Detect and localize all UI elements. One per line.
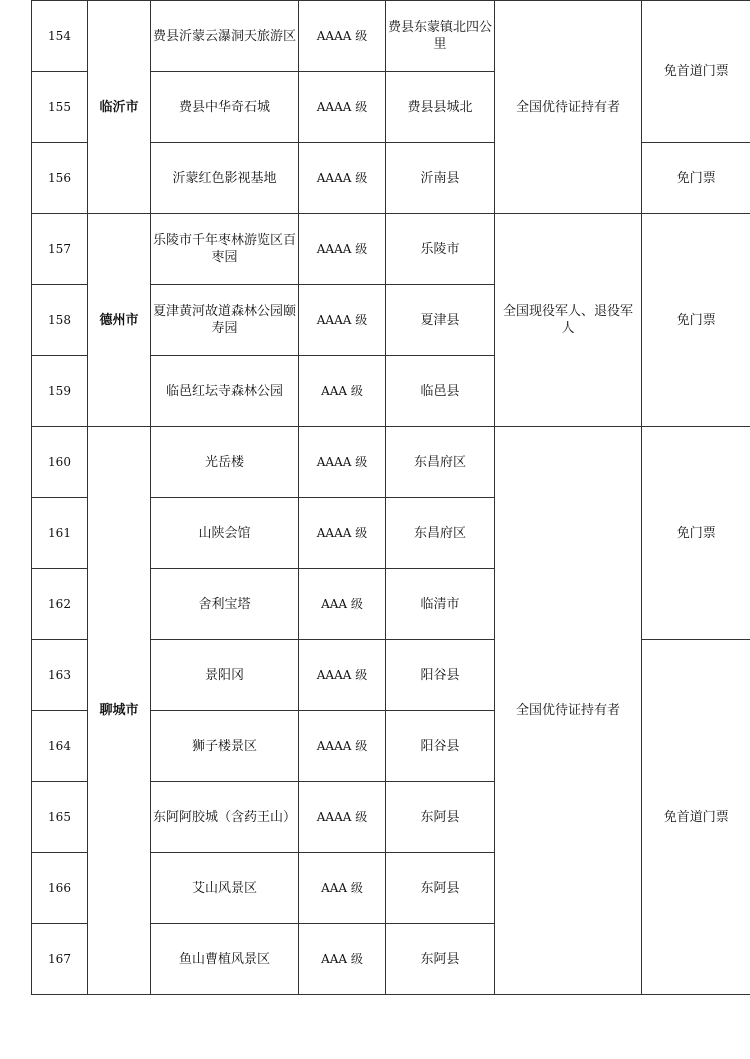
spot-location: 东阿县 — [386, 782, 495, 853]
spot-location: 阳谷县 — [386, 640, 495, 711]
spot-location: 东阿县 — [386, 924, 495, 995]
spot-grade: AAAA 级 — [299, 285, 386, 356]
row-number: 159 — [32, 356, 88, 427]
spot-grade: AAA 级 — [299, 924, 386, 995]
spot-name: 临邑红坛寺森林公园 — [151, 356, 299, 427]
spot-name: 费县中华奇石城 — [151, 72, 299, 143]
spot-grade: AAA 级 — [299, 356, 386, 427]
spot-location: 东昌府区 — [386, 498, 495, 569]
spot-location: 夏津县 — [386, 285, 495, 356]
spot-name: 艾山风景区 — [151, 853, 299, 924]
spot-location: 乐陵市 — [386, 214, 495, 285]
row-number: 166 — [32, 853, 88, 924]
row-number: 163 — [32, 640, 88, 711]
spot-grade: AAA 级 — [299, 853, 386, 924]
city-cell-liaocheng: 聊城市 — [88, 427, 151, 995]
eligibility-cell-linyi: 全国优待证持有者 — [495, 1, 642, 214]
spot-name: 景阳冈 — [151, 640, 299, 711]
spot-location: 东阿县 — [386, 853, 495, 924]
table-row — [32, 427, 750, 498]
row-number: 160 — [32, 427, 88, 498]
spot-location: 沂南县 — [386, 143, 495, 214]
row-number: 154 — [32, 1, 88, 72]
spot-grade: AAAA 级 — [299, 640, 386, 711]
spot-grade: AAAA 级 — [299, 72, 386, 143]
spot-name: 沂蒙红色影视基地 — [151, 143, 299, 214]
row-number: 167 — [32, 924, 88, 995]
spot-name: 山陕会馆 — [151, 498, 299, 569]
row-number: 161 — [32, 498, 88, 569]
spot-location: 临邑县 — [386, 356, 495, 427]
row-number: 165 — [32, 782, 88, 853]
policy-cell: 免门票 — [642, 214, 750, 427]
spot-grade: AAAA 级 — [299, 498, 386, 569]
spot-location: 东昌府区 — [386, 427, 495, 498]
spot-name: 乐陵市千年枣林游览区百枣园 — [151, 214, 299, 285]
table-row — [32, 1, 750, 72]
row-number: 156 — [32, 143, 88, 214]
spot-grade: AAAA 级 — [299, 427, 386, 498]
spot-name: 鱼山曹植风景区 — [151, 924, 299, 995]
spot-grade: AAAA 级 — [299, 782, 386, 853]
spot-name: 夏津黄河故道森林公园颐寿园 — [151, 285, 299, 356]
spot-name: 费县沂蒙云瀑洞天旅游区 — [151, 1, 299, 72]
policy-cell: 免首道门票 — [642, 1, 750, 143]
spot-grade: AAAA 级 — [299, 711, 386, 782]
eligibility-cell-liaocheng: 全国优待证持有者 — [495, 427, 642, 995]
table-row — [32, 214, 750, 285]
spot-name: 狮子楼景区 — [151, 711, 299, 782]
policy-cell: 免门票 — [642, 143, 750, 214]
spot-name: 光岳楼 — [151, 427, 299, 498]
policy-cell: 免门票 — [642, 427, 750, 640]
city-cell-linyi: 临沂市 — [88, 1, 151, 214]
row-number: 157 — [32, 214, 88, 285]
policy-cell: 免首道门票 — [642, 640, 750, 995]
scenic-spot-table — [31, 0, 750, 995]
row-number: 155 — [32, 72, 88, 143]
city-cell-dezhou: 德州市 — [88, 214, 151, 427]
spot-grade: AAAA 级 — [299, 1, 386, 72]
spot-grade: AAA 级 — [299, 569, 386, 640]
spot-name: 舍利宝塔 — [151, 569, 299, 640]
row-number: 162 — [32, 569, 88, 640]
spot-grade: AAAA 级 — [299, 214, 386, 285]
spot-name: 东阿阿胶城（含药王山） — [151, 782, 299, 853]
spot-grade: AAAA 级 — [299, 143, 386, 214]
spot-location: 阳谷县 — [386, 711, 495, 782]
eligibility-cell-dezhou: 全国现役军人、退役军人 — [495, 214, 642, 427]
row-number: 164 — [32, 711, 88, 782]
row-number: 158 — [32, 285, 88, 356]
spot-location: 费县东蒙镇北四公里 — [386, 1, 495, 72]
spot-location: 费县县城北 — [386, 72, 495, 143]
spot-location: 临清市 — [386, 569, 495, 640]
